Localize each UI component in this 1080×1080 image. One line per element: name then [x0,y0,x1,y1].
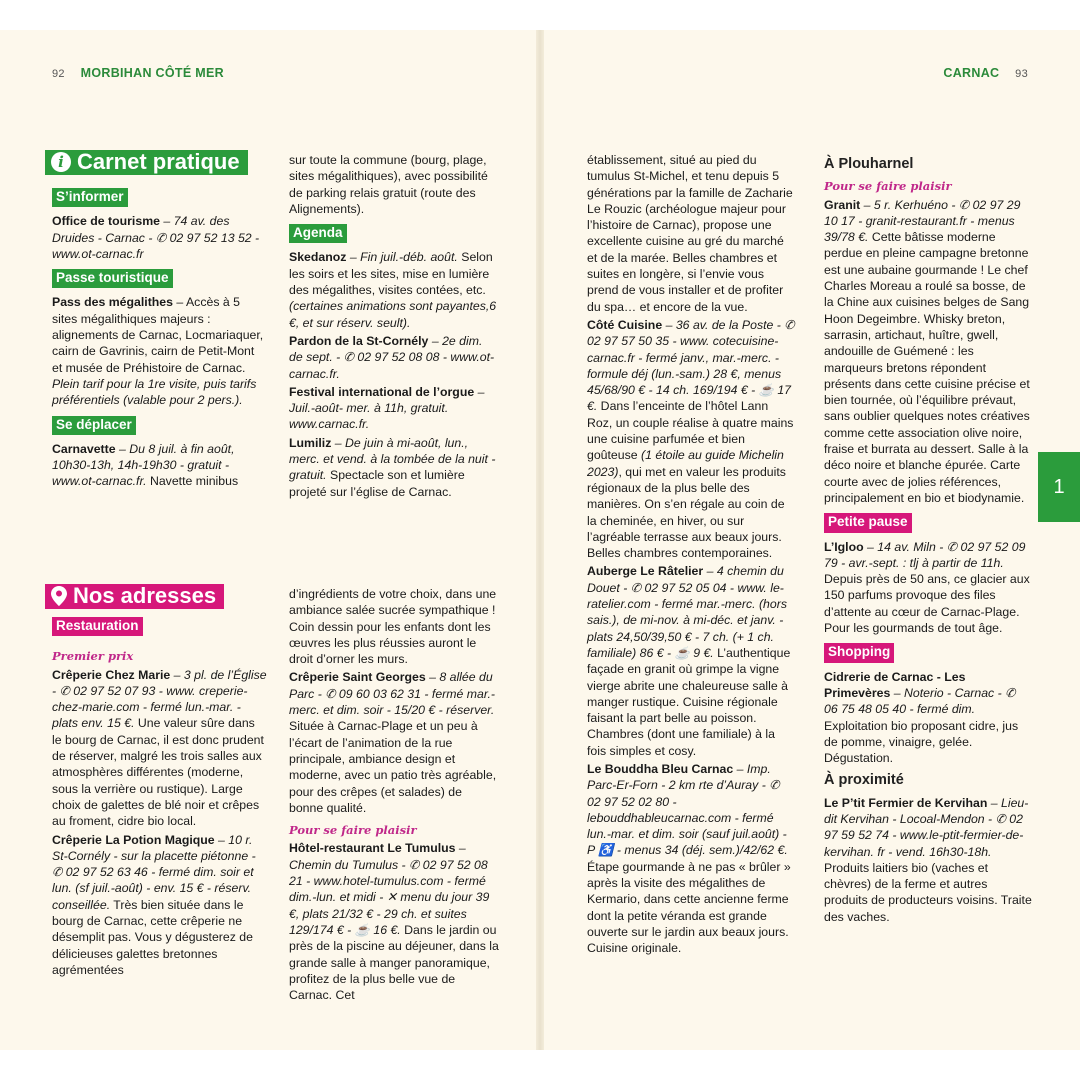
carnet-pratique-section [45,150,267,492]
carnet-pratique-label: Carnet pratique [77,148,240,174]
office-entry: Office de tourisme – 74 av. des Druides - Carnac - ✆ 02 97 52 13 52 - www.ot-carnac.fr [52,214,260,261]
location-pin-icon [51,586,67,606]
igloo-entry: L’Igloo – 14 av. Miln - ✆ 02 97 52 09 79 - avr.-sept. : tlj à partir de 11h. Depuis près de 50 ans, ce glacier aux 150 parfums provoque des files d’attente au cœur de Carnac-Plage. Pour les gourmands de tout âge. [824,539,1030,636]
chez-marie-entry: Crêperie Chez Marie – 3 pl. de l’Église - ✆ 02 97 52 07 93 - www. creperie-chez-marie.com - fermé lun.-mar. - plats env. 15 €. Une valeur sûre dans le bourg de Carnac, il est donc prudent de réserver, malgré les trois salles aux atmosphères différentes (moderne, sous la verrière ou rustique). Large choix de galettes de blé noir et crêpes au froment, cidre bio local. [52,667,267,829]
info-icon: i [51,152,71,172]
plouharnel-column [824,152,1032,927]
right-header-title: CARNAC [943,66,1000,80]
shopping-heading: Shopping [824,643,894,662]
ptit-fermier-entry: Le P’tit Fermier de Kervihan – Lieu-dit Kervihan - Locoal-Mendon - ✆ 02 97 59 52 74 - www.le-ptit-fermier-de-kervihan. fr - vend. 16h30-18h. Produits laitiers bio (vaches et chèvres) de la ferme et autres produits de producteurs voisins. Traite des vaches. [824,795,1032,924]
nos-adresses-section [45,584,267,980]
st-georges-entry: Crêperie Saint Georges – 8 allée du Parc - ✆ 09 60 03 62 31 - fermé mar.-merc. et dim. soir - 15/20 € - réserver. Située à Carnac-Plage et un peu à l’écart de l’animation de la rue principale, ambiance design et moderne, avec un patio très agréable, pour des crêpes (et salades) de bonne qualité. [289,670,497,815]
pass-megalithes-entry: Pass des mégalithes – Accès à 5 sites mégalithiques majeurs : alignements de Carnac, Locmariaquer, cairn de Gavrinis, cairn de Petit-Mont et musée de Préhistoire de Carnac. Plein tarif pour la 1re visite, puis tarifs préférentiels (valable pour 2 pers.). [52,295,264,408]
lumiliz-entry: Lumiliz – De juin à mi-août, lun., merc. et vend. à la tombée de la nuit - gratuit. Spectacle son et lumière projeté sur l’église de Carnac. [289,435,496,499]
navette-continuation: sur toute la commune (bourg, plage, sites mégalithiques), avec possibilité de parking relais gratuit (route des Alignements). [289,153,488,216]
cidrerie-entry: Cidrerie de Carnac - Les Primevères – Noterio - Carnac - ✆ 06 75 48 05 40 - fermé dim. Exploitation bio proposant cidre, jus de pomme, vinaigre, gelée. Dégustation. [824,669,1019,766]
bouddha-bleu-entry: Le Bouddha Bleu Carnac – Imp. Parc-Er-Forn - 2 km rte d’Auray - ✆ 02 97 52 02 80 - lebouddhableucarnac.com - fermé lun.-mar. et dim. soir (sauf juil.août) - P ♿ - menus 34 (déj. sem.)/42/62 €. Étape gourmande à ne pas « brûler » après la visite des mégalithes de Kermario, dans cette ancienne ferme dont la petite véranda est grande ouverte sur le jardin aux beaux jours. Cuisine originale. [587,761,791,956]
right-running-header [943,66,1028,80]
left-page-number: 92 [52,68,65,80]
tumulus-entry: Hôtel-restaurant Le Tumulus – Chemin du Tumulus - ✆ 02 97 52 08 21 - www.hotel-tumulus.com - fermé dim.-lun. et midi - ✕ menu du jour 39 €, plats 21/32 € - 29 ch. et suites 129/174 € - ☕ 16 €. Dans le jardin ou près de la piscine au déjeuner, dans la grande salle à manger panoramique, profitez de la plus belle vue de Carnac. Cet [289,841,499,1003]
granit-entry: Granit – 5 r. Kerhuéno - ✆ 02 97 29 10 17 - granit-restaurant.fr - menus 39/78 €. Cette bâtisse moderne perdue en pleine campagne bretonne est une aubaine gourmande ! Le chef Charles Moreau a roulé sa bosse, de la Chine aux cuisines belges de Sang Hoon Degeimbre. Whisky breton, sarrasin, artichaut, huître, gwell, andouille de Guémené : les marqueurs bretons répondent présents dans cette cuisine précise et bien tournée, où l’équilibre prévaut, sans oublier quelques notes créatives comme cette association olive noire, fraise et burrata au dessert. Salle à la déco noire et blanche épurée. Carte courte avec de jolies références, principalement en bio et biodynamie. [824,197,1030,505]
skedanoz-entry: Skedanoz – Fin juil.-déb. août. Selon les soirs et les sites, mise en lumière des mégalithes, visites contées, etc. (certaines animations sont payantes,6 €, et sur réserv. seult). [289,250,497,330]
adresses-column-2 [289,586,499,1005]
agenda-heading: Agenda [289,224,347,243]
ratelier-entry: Auberge Le Râtelier – 4 chemin du Douet - ✆ 02 97 52 05 04 - www. le-ratelier.com - fermé mar.-merc. (hors sais.), de mi-nov. à mi-déc. et janv. - plats 24,50/39,50 € - 7 ch. (+ 1 ch. familiale) 86 € - ☕ 9 €. L’authentique façade en granit où grimpe la vigne vierge abrite une chaleureuse salle à manger rustique. Cuisine régionale faisant la part belle au poisson. Chambres (dont une familiale) à la fois simples et cosy. [587,564,791,758]
restauration-heading: Restauration [52,617,143,636]
agenda-column [289,152,499,502]
left-running-header [52,66,224,80]
restaurants-column-3 [587,152,795,959]
proximite-heading: À proximité [824,772,904,789]
left-header-title: MORBIHAN CÔTÉ MER [80,66,224,80]
sinformer-heading: S’informer [52,188,128,207]
potion-continuation: d’ingrédients de votre choix, dans une ambiance salée sucrée sympathique ! Coin dessin pour les enfants dont les œuvres les plus réussies auront le droit d’orner les murs. [289,587,497,667]
book-gutter [536,30,544,1050]
tumulus-continuation: établissement, situé au pied du tumulus St-Michel, et tenu depuis 5 générations par la famille de Zacharie Le Rouzic (archéologue majeur pour l’histoire de Carnac), propose une excellente cuisine au gré du marché et de la marée. Belles chambres et suites en longère, si l’envie vous prend de vous installer et de profiter du spa… et encore de la vue. [587,153,793,314]
cote-cuisine-entry: Côté Cuisine – 36 av. de la Poste - ✆ 02 97 57 50 35 - www. cotecuisine-carnac.fr - fermé janv., mar.-merc. - formule déj (lun.-sam.) 28 €, menus 45/68/90 € - 14 ch. 169/194 € - ☕ 17 €. Dans l’enceinte de l’hôtel Lann Roz, un couple réalise à quatre mains une cuisine parfumée et bien goûteuse (1 étoile au guide Michelin 2023), qui met en valeur les produits régionaux de la plus belle des manières. On s’en régale au coin de la cheminée, en hiver, ou sur l’agréable terrasse aux beaux jours. Belles chambres contemporaines. [587,317,795,561]
pardon-entry: Pardon de la St-Cornély – 2e dim. de sept. - ✆ 02 97 52 08 08 - www.ot-carnac.fr. [289,333,495,381]
passe-heading: Passe touristique [52,269,173,288]
chapter-tab[interactable]: 1 [1038,452,1080,522]
right-page-number: 93 [1015,68,1028,80]
potion-magique-entry: Crêperie La Potion Magique – 10 r. St-Cornély - sur la placette piétonne - ✆ 02 97 52 63 46 - fermé dim. soir et lun. (sf juil.-août) - env. 15 € - réserv. conseillée. Très bien située dans le bourg de Carnac, cette crêperie ne désemplit pas. Vous y dégusterez de délicieuses galettes bretonnes agrémentées [52,832,256,977]
nos-adresses-title [45,584,224,609]
carnavette-entry: Carnavette – Du 8 juil. à fin août, 10h30-13h, 14h-19h30 - gratuit - www.ot-carnac.fr. Navette minibus [52,441,239,489]
premier-prix-category: Premier prix [52,649,134,664]
plaisir-category: Pour se faire plaisir [289,823,417,838]
plouharnel-heading: À Plouharnel [824,156,914,172]
plaisir-category-2: Pour se faire plaisir [824,179,952,194]
petite-pause-heading: Petite pause [824,513,912,532]
festival-entry: Festival international de l’orgue – Juil.-août- mer. à 11h, gratuit. www.carnac.fr. [289,384,485,432]
nos-adresses-label: Nos adresses [73,582,217,608]
carnet-pratique-title [45,150,248,175]
deplacer-heading: Se déplacer [52,416,136,435]
